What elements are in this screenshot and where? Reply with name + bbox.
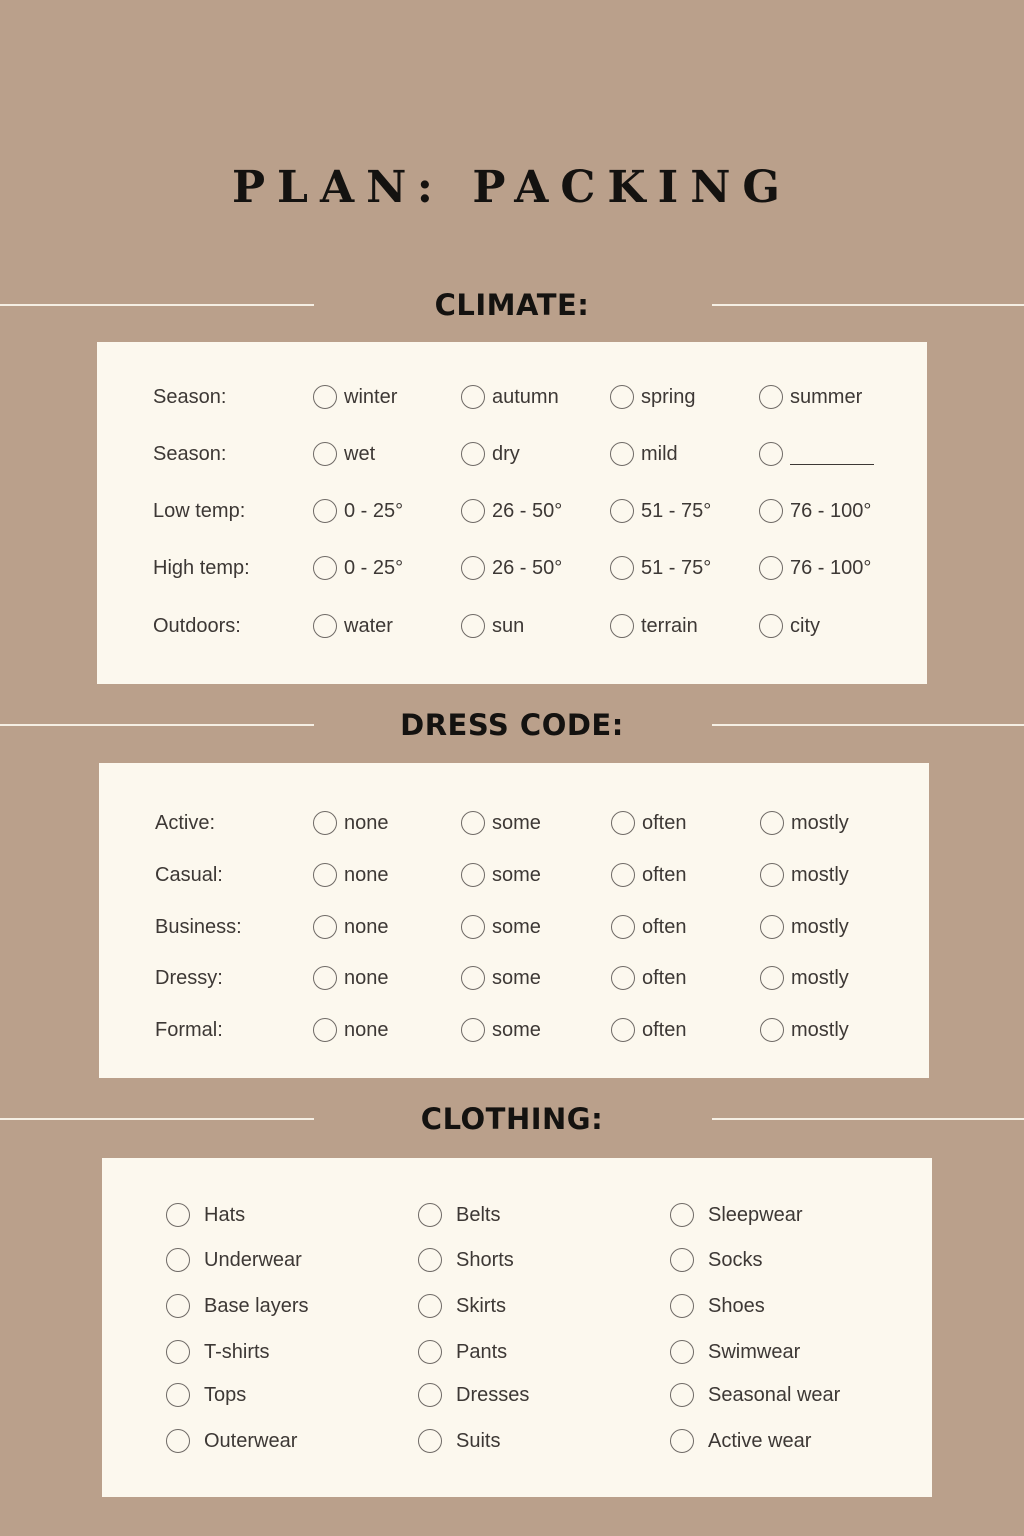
item-label: T-shirts	[204, 1341, 270, 1363]
radio-circle-icon[interactable]	[759, 499, 783, 523]
radio-option[interactable]	[461, 552, 562, 584]
option-label: some	[492, 812, 541, 834]
radio-option[interactable]	[461, 962, 541, 994]
checkbox-circle-icon[interactable]	[670, 1340, 694, 1364]
option-label: 51 - 75°	[641, 500, 712, 522]
radio-circle-icon[interactable]	[313, 966, 337, 990]
row-label: Formal:	[155, 1019, 223, 1041]
radio-option[interactable]	[313, 495, 403, 527]
option-label: some	[492, 864, 541, 886]
radio-circle-icon[interactable]	[313, 556, 337, 580]
radio-circle-icon[interactable]	[461, 966, 485, 990]
radio-circle-icon[interactable]	[313, 811, 337, 835]
option-label: some	[492, 967, 541, 989]
climate-section-header	[0, 283, 1024, 327]
checkbox-circle-icon[interactable]	[166, 1383, 190, 1407]
radio-circle-icon[interactable]	[461, 915, 485, 939]
radio-option[interactable]	[461, 1014, 541, 1046]
radio-circle-icon[interactable]	[461, 442, 485, 466]
radio-circle-icon[interactable]	[610, 614, 634, 638]
option-label: some	[492, 1019, 541, 1041]
clothing-checklist-item[interactable]	[166, 1290, 309, 1322]
radio-option[interactable]	[461, 911, 541, 943]
radio-circle-icon[interactable]	[760, 1018, 784, 1042]
clothing-checklist-item[interactable]	[670, 1379, 840, 1411]
radio-option[interactable]	[611, 1014, 686, 1046]
clothing-checklist-item[interactable]	[166, 1425, 297, 1457]
clothing-checklist-item[interactable]	[418, 1244, 514, 1276]
radio-option[interactable]	[313, 962, 389, 994]
radio-circle-icon[interactable]	[611, 915, 635, 939]
checkbox-circle-icon[interactable]	[418, 1383, 442, 1407]
radio-circle-icon[interactable]	[611, 1018, 635, 1042]
dress-code-section-header	[0, 703, 1024, 747]
option-label: spring	[641, 386, 696, 408]
row-label: Active:	[155, 812, 216, 834]
option-label: mostly	[791, 812, 849, 834]
checkbox-circle-icon[interactable]	[166, 1248, 190, 1272]
radio-option[interactable]	[759, 610, 820, 642]
option-label: none	[344, 916, 389, 938]
radio-option[interactable]	[759, 438, 874, 470]
radio-option[interactable]	[313, 859, 389, 891]
item-label: Suits	[456, 1430, 501, 1452]
radio-option[interactable]	[610, 381, 695, 413]
radio-option[interactable]	[760, 807, 849, 839]
radio-option[interactable]	[611, 807, 686, 839]
option-label: 26 - 50°	[492, 500, 563, 522]
checkbox-circle-icon[interactable]	[418, 1429, 442, 1453]
option-label: often	[642, 812, 687, 834]
clothing-checklist-item[interactable]	[166, 1244, 302, 1276]
option-label: often	[642, 916, 687, 938]
radio-circle-icon[interactable]	[760, 863, 784, 887]
radio-option[interactable]	[759, 552, 871, 584]
option-label: none	[344, 864, 389, 886]
item-label: Sleepwear	[708, 1204, 803, 1226]
checkbox-circle-icon[interactable]	[418, 1340, 442, 1364]
row-label: Business:	[155, 916, 242, 938]
option-label: often	[642, 864, 687, 886]
checkbox-circle-icon[interactable]	[670, 1294, 694, 1318]
checkbox-circle-icon[interactable]	[670, 1383, 694, 1407]
option-label: 76 - 100°	[790, 557, 872, 579]
item-label: Outerwear	[204, 1430, 298, 1452]
radio-circle-icon[interactable]	[461, 385, 485, 409]
option-label: 0 - 25°	[344, 557, 404, 579]
blank-fill-line[interactable]	[790, 444, 874, 465]
option-row	[99, 859, 929, 891]
radio-circle-icon[interactable]	[313, 614, 337, 638]
radio-circle-icon[interactable]	[313, 499, 337, 523]
option-label: wet	[344, 443, 376, 465]
radio-option[interactable]	[610, 610, 698, 642]
item-label: Skirts	[456, 1295, 506, 1317]
option-label: some	[492, 916, 541, 938]
option-label: terrain	[641, 615, 698, 637]
clothing-checklist-item[interactable]	[670, 1244, 762, 1276]
radio-circle-icon[interactable]	[313, 863, 337, 887]
radio-option[interactable]	[461, 495, 562, 527]
item-label: Shoes	[708, 1295, 765, 1317]
checkbox-circle-icon[interactable]	[670, 1248, 694, 1272]
radio-circle-icon[interactable]	[313, 915, 337, 939]
clothing-checklist-item[interactable]	[670, 1425, 811, 1457]
radio-circle-icon[interactable]	[610, 385, 634, 409]
radio-circle-icon[interactable]	[760, 811, 784, 835]
item-label: Base layers	[204, 1295, 309, 1317]
radio-option[interactable]	[760, 1014, 849, 1046]
radio-circle-icon[interactable]	[611, 966, 635, 990]
checkbox-circle-icon[interactable]	[166, 1429, 190, 1453]
page-title: PLAN: PACKING	[231, 162, 793, 213]
checkbox-circle-icon[interactable]	[166, 1294, 190, 1318]
row-label: Casual:	[155, 864, 223, 886]
radio-circle-icon[interactable]	[759, 614, 783, 638]
radio-option[interactable]	[610, 552, 711, 584]
clothing-checklist-item[interactable]	[166, 1199, 245, 1231]
option-row	[97, 552, 927, 584]
radio-option[interactable]	[461, 859, 541, 891]
radio-option[interactable]	[461, 381, 559, 413]
option-label: 0 - 25°	[344, 500, 404, 522]
row-label: Season:	[153, 443, 227, 465]
radio-circle-icon[interactable]	[610, 499, 634, 523]
radio-option[interactable]	[610, 495, 711, 527]
radio-option[interactable]	[313, 381, 397, 413]
radio-circle-icon[interactable]	[461, 499, 485, 523]
radio-option[interactable]	[611, 962, 686, 994]
row-label: Season:	[153, 386, 227, 408]
clothing-checklist-item[interactable]	[670, 1199, 803, 1231]
dress-code-panel	[99, 763, 929, 1078]
item-label: Seasonal wear	[708, 1384, 841, 1406]
radio-circle-icon[interactable]	[461, 1018, 485, 1042]
clothing-checklist-item[interactable]	[418, 1379, 529, 1411]
radio-option[interactable]	[313, 610, 393, 642]
option-row	[97, 438, 927, 470]
item-label: Pants	[456, 1341, 508, 1363]
option-label: dry	[492, 443, 520, 465]
radio-circle-icon[interactable]	[461, 811, 485, 835]
option-label: mostly	[791, 916, 849, 938]
radio-circle-icon[interactable]	[611, 863, 635, 887]
radio-option[interactable]	[313, 552, 403, 584]
radio-circle-icon[interactable]	[760, 966, 784, 990]
option-label: mild	[641, 443, 678, 465]
radio-circle-icon[interactable]	[759, 556, 783, 580]
radio-circle-icon[interactable]	[610, 556, 634, 580]
item-label: Active wear	[708, 1430, 812, 1452]
radio-circle-icon[interactable]	[461, 614, 485, 638]
option-label: water	[344, 615, 393, 637]
item-label: Dresses	[456, 1384, 530, 1406]
checkbox-circle-icon[interactable]	[418, 1248, 442, 1272]
option-label: often	[642, 967, 687, 989]
option-label: autumn	[492, 386, 559, 408]
option-row	[99, 962, 929, 994]
radio-circle-icon[interactable]	[313, 385, 337, 409]
option-label: 26 - 50°	[492, 557, 563, 579]
climate-heading: CLIMATE:	[434, 288, 590, 322]
item-label: Belts	[456, 1204, 501, 1226]
option-label: 76 - 100°	[790, 500, 872, 522]
clothing-checklist-item[interactable]	[418, 1290, 506, 1322]
radio-circle-icon[interactable]	[313, 1018, 337, 1042]
item-label: Shorts	[456, 1249, 514, 1271]
radio-option[interactable]	[611, 859, 686, 891]
row-label: Dressy:	[155, 967, 223, 989]
radio-option[interactable]	[610, 438, 678, 470]
option-label: winter	[344, 386, 398, 408]
radio-option[interactable]	[461, 610, 524, 642]
radio-option[interactable]	[759, 495, 871, 527]
radio-option[interactable]	[313, 807, 389, 839]
option-row	[97, 610, 927, 642]
radio-circle-icon[interactable]	[461, 556, 485, 580]
checkbox-circle-icon[interactable]	[418, 1203, 442, 1227]
item-label: Swimwear	[708, 1341, 801, 1363]
radio-circle-icon[interactable]	[760, 915, 784, 939]
clothing-checklist-item[interactable]	[418, 1425, 500, 1457]
option-label: mostly	[791, 1019, 849, 1041]
clothing-checklist-item[interactable]	[418, 1336, 507, 1368]
checkbox-circle-icon[interactable]	[670, 1203, 694, 1227]
option-label: mostly	[791, 864, 849, 886]
option-label: none	[344, 812, 389, 834]
item-label: Underwear	[204, 1249, 302, 1271]
climate-panel	[97, 342, 927, 684]
option-label: often	[642, 1019, 687, 1041]
clothing-checklist-item[interactable]	[418, 1199, 500, 1231]
row-label: Outdoors:	[153, 615, 241, 637]
radio-option[interactable]	[760, 962, 849, 994]
radio-circle-icon[interactable]	[610, 442, 634, 466]
item-label: Socks	[708, 1249, 763, 1271]
option-row	[99, 911, 929, 943]
radio-option[interactable]	[759, 381, 862, 413]
row-label: Low temp:	[153, 500, 246, 522]
item-label: Tops	[204, 1384, 247, 1406]
radio-option[interactable]	[461, 807, 541, 839]
checkbox-circle-icon[interactable]	[166, 1203, 190, 1227]
option-label: none	[344, 1019, 389, 1041]
option-label: city	[790, 615, 820, 637]
radio-option[interactable]	[313, 1014, 389, 1046]
clothing-heading: CLOTHING:	[420, 1102, 604, 1136]
clothing-panel	[102, 1158, 932, 1497]
option-label: none	[344, 967, 389, 989]
option-label: 51 - 75°	[641, 557, 712, 579]
checkbox-circle-icon[interactable]	[166, 1340, 190, 1364]
option-label: sun	[492, 615, 525, 637]
item-label: Hats	[204, 1204, 246, 1226]
clothing-checklist-item[interactable]	[166, 1379, 246, 1411]
radio-circle-icon[interactable]	[611, 811, 635, 835]
option-row	[99, 807, 929, 839]
clothing-checklist-item[interactable]	[670, 1336, 800, 1368]
checkbox-circle-icon[interactable]	[670, 1429, 694, 1453]
radio-option[interactable]	[313, 911, 389, 943]
clothing-checklist-item[interactable]	[670, 1290, 765, 1322]
dress-code-heading: DRESS CODE:	[400, 708, 624, 742]
clothing-checklist-item[interactable]	[166, 1336, 270, 1368]
option-label: summer	[790, 386, 863, 408]
radio-circle-icon[interactable]	[759, 385, 783, 409]
option-row	[99, 1014, 929, 1046]
radio-circle-icon[interactable]	[313, 442, 337, 466]
radio-circle-icon[interactable]	[759, 442, 783, 466]
option-row	[97, 495, 927, 527]
option-row	[97, 381, 927, 413]
radio-option[interactable]	[760, 911, 849, 943]
clothing-section-header	[0, 1097, 1024, 1141]
row-label: High temp:	[153, 557, 250, 579]
radio-option[interactable]	[461, 438, 520, 470]
radio-option[interactable]	[611, 911, 686, 943]
option-label: mostly	[791, 967, 849, 989]
checkbox-circle-icon[interactable]	[418, 1294, 442, 1318]
radio-option[interactable]	[760, 859, 849, 891]
radio-circle-icon[interactable]	[461, 863, 485, 887]
radio-option[interactable]	[313, 438, 375, 470]
